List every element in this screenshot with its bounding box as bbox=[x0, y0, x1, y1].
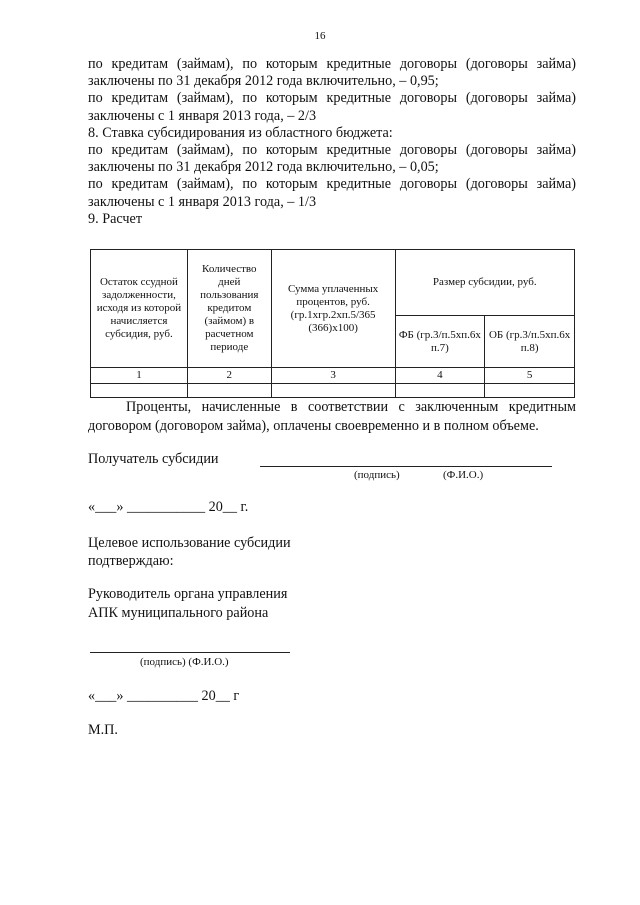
header-subsidy: Размер субсидии, руб. bbox=[395, 250, 574, 316]
head-signature-caption: (подпись) (Ф.И.О.) bbox=[140, 656, 229, 668]
head-block bbox=[88, 585, 287, 623]
fio-caption: (Ф.И.О.) bbox=[443, 469, 484, 481]
table-cell bbox=[395, 384, 485, 398]
header-ob: ОБ (гр.3/п.5хп.6х п.8) bbox=[485, 316, 575, 368]
paragraph: по кредитам (займам), по которым кредитные договоры (договоры займа) заключены с 1 января 2013 года, – 2/3 bbox=[88, 90, 576, 124]
column-number: 4 bbox=[395, 368, 485, 384]
column-number: 2 bbox=[187, 368, 271, 384]
section-heading: 9. Расчет bbox=[88, 210, 143, 227]
column-number: 3 bbox=[271, 368, 395, 384]
confirm-block bbox=[88, 534, 291, 570]
paragraph: по кредитам (займам), по которым кредитные договоры (договоры займа) заключены по 31 декабря 2012 года включительно, – 0,05; bbox=[88, 142, 576, 176]
header-interest: Сумма уплаченных процентов, руб. (гр.1хгр.2хп.5/365 (366)х100) bbox=[271, 250, 395, 368]
table-cell bbox=[271, 384, 395, 398]
paragraph: по кредитам (займам), по которым кредитные договоры (договоры займа) заключены по 31 декабря 2012 года включительно, – 0,95; bbox=[88, 56, 576, 90]
head-signature-line bbox=[90, 652, 290, 653]
date-line: «___» __________ 20__ г bbox=[88, 688, 240, 704]
signature-line bbox=[260, 466, 552, 467]
table-cell bbox=[91, 384, 188, 398]
confirm-line: подтверждаю: bbox=[88, 553, 174, 569]
head-line: Руководитель органа управления bbox=[88, 586, 288, 602]
date-line: «___» ___________ 20__ г. bbox=[88, 499, 249, 515]
paragraph: по кредитам (займам), по которым кредитные договоры (договоры займа) заключены с 1 января 2013 года, – 1/3 bbox=[88, 176, 576, 210]
rate-paragraphs bbox=[88, 56, 576, 228]
header-balance: Остаток ссудной задолженности, исходя из которой начисляется субсидия, руб. bbox=[91, 250, 188, 368]
table-cell bbox=[187, 384, 271, 398]
paragraph: 8. Ставка субсидирования из областного бюджета: bbox=[88, 124, 393, 141]
calculation-table bbox=[90, 249, 575, 398]
payment-note: Проценты, начисленные в соответствии с заключенным кредитным договором (договором займа), оплачены своевременно и в полном объеме. bbox=[88, 399, 576, 434]
stamp-label: М.П. bbox=[88, 722, 118, 738]
header-fb: ФБ (гр.3/п.5хп.6х п.7) bbox=[395, 316, 485, 368]
confirm-line: Целевое использование субсидии bbox=[88, 535, 291, 551]
header-days: Количество дней пользования кредитом (займом) в расчетном периоде bbox=[187, 250, 271, 368]
recipient-label: Получатель субсидии bbox=[88, 451, 219, 467]
head-line: АПК муниципального района bbox=[88, 605, 269, 621]
table-cell bbox=[485, 384, 575, 398]
column-number: 5 bbox=[485, 368, 575, 384]
signature-caption: (подпись) bbox=[354, 469, 400, 481]
column-number: 1 bbox=[91, 368, 188, 384]
page-number: 16 bbox=[314, 30, 326, 42]
